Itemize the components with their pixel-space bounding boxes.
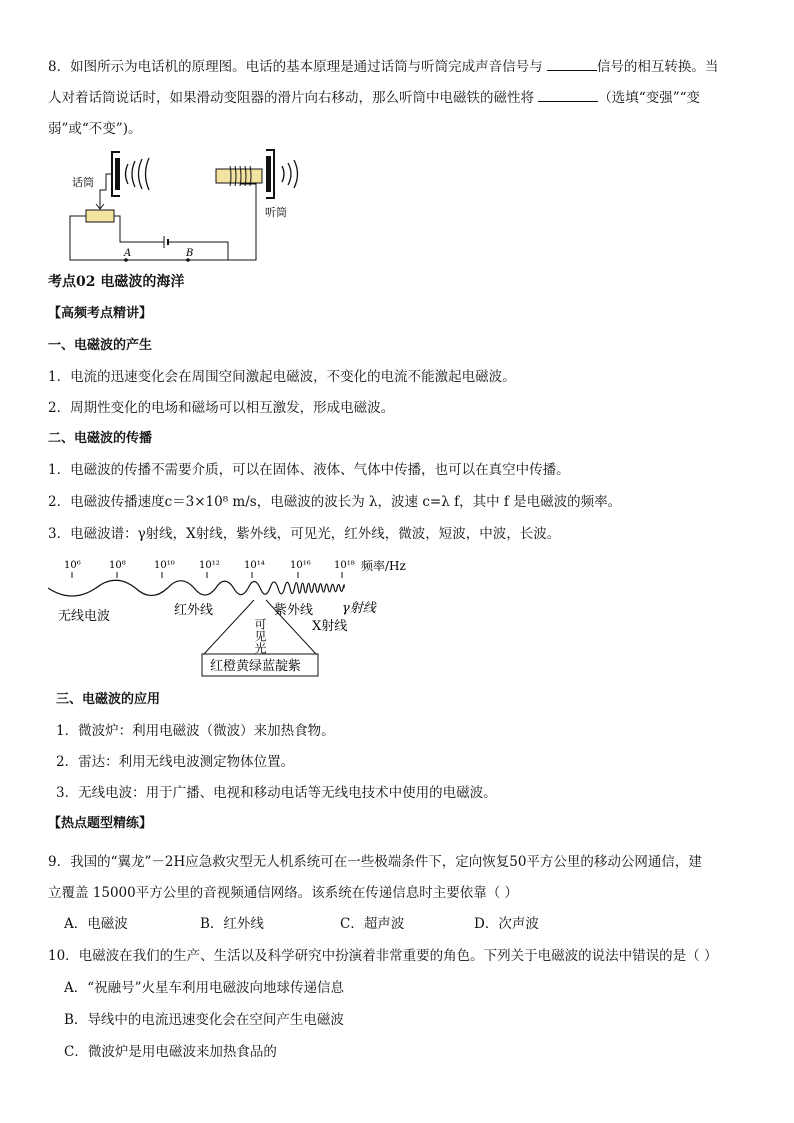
tick-label: 10¹⁰ <box>154 560 175 571</box>
q9-line2: 立覆盖 15000平方公里的音视频通信网络。该系统在传递信息时主要依靠（ ） <box>48 885 519 901</box>
label-visible: 可见光 <box>253 618 267 654</box>
list-item: 2．周期性变化的电场和磁场可以相互激发，形成电磁波。 <box>48 400 395 416</box>
sound-wave-icon <box>126 164 129 184</box>
list-item: 3．无线电波：用于广播、电视和移动电话等无线电技术中使用的电磁波。 <box>56 785 497 801</box>
wire <box>164 184 256 260</box>
tick-label: 10¹⁸ <box>334 560 355 571</box>
q8-text: 信号的相互转换。当 <box>596 59 719 75</box>
sound-wave-icon <box>146 158 150 190</box>
tick-label: 10¹⁶ <box>290 560 311 571</box>
tick-label: 10¹⁴ <box>244 560 265 571</box>
section-title: 考点02 电磁波的海洋 <box>48 274 185 290</box>
q10-option-c: C．微波炉是用电磁波来加热食品的 <box>64 1044 277 1060</box>
sound-wave-icon <box>282 166 284 182</box>
axis-label: 频率/Hz <box>361 559 406 573</box>
telephone-circuit-diagram <box>60 144 320 268</box>
q10-option-b: B．导线中的电流迅速变化会在空间产生电磁波 <box>64 1012 344 1028</box>
sound-wave-icon <box>294 160 298 188</box>
q8-text: （选填“变强”“变 <box>598 90 701 106</box>
wire-hidden <box>208 176 228 242</box>
heading-generation: 一、电磁波的产生 <box>48 338 153 353</box>
label-mic: 话筒 <box>72 176 94 189</box>
heading-propagation: 二、电磁波的传播 <box>48 431 153 446</box>
receiver-plate <box>266 156 271 192</box>
answer-blank <box>538 87 598 102</box>
list-item: 1．电磁波的传播不需要介质，可以在固体、液体、气体中传播，也可以在真空中传播。 <box>48 462 570 478</box>
q8-text: 人对着话筒说话时，如果滑动变阻器的滑片向右移动，那么听筒中电磁铁的磁性将 <box>48 90 539 106</box>
q8-line2 <box>48 87 700 108</box>
q9-option-c: C．超声波 <box>340 916 405 932</box>
heading-applications: 三、电磁波的应用 <box>56 692 161 707</box>
list-item: 1．电流的迅速变化会在周围空间激起电磁波，不变化的电流不能激起电磁波。 <box>48 369 516 385</box>
list-item: 1．微波炉：利用电磁波（微波）来加热食物。 <box>56 723 335 739</box>
wire <box>114 216 164 242</box>
wire <box>70 216 164 260</box>
q9-line1: 9．我国的“翼龙”－2H应急救灾型无人机系统可在一些极端条件下，定向恢复50平方公里的移动公网通信，建 <box>48 854 702 870</box>
q8-line3: 弱”或“不变”)。 <box>48 121 142 137</box>
label-colors: 红橙黄绿蓝靛紫 <box>210 659 302 674</box>
q9-option-a: A．电磁波 <box>64 916 128 932</box>
label-a: A <box>124 248 132 259</box>
label-radio: 无线电波 <box>58 609 111 624</box>
tick-label: 10⁶ <box>64 560 81 571</box>
tick-label: 10⁸ <box>109 560 126 571</box>
label-infrared: 红外线 <box>174 603 214 618</box>
sound-wave-icon <box>132 161 135 187</box>
label-b: B <box>186 248 194 259</box>
q9-option-b: B．红外线 <box>200 916 264 932</box>
q8-line1 <box>48 56 718 77</box>
subtitle-key-points: 【高频考点精讲】 <box>48 306 153 321</box>
label-receiver: 听筒 <box>265 206 287 219</box>
wave-curve <box>48 580 344 596</box>
q8-text: 8．如图所示为电话机的原理图。电话的基本原理是通过话筒与听筒完成声音信号与 <box>48 59 547 75</box>
answer-blank <box>547 56 597 71</box>
wire <box>100 174 112 198</box>
tick-marks <box>72 572 342 578</box>
q10-line1: 10．电磁波在我们的生产、生活以及科学研究中扮演着非常重要的角色。下列关于电磁波的说法中错误的是（ ） <box>48 948 718 964</box>
subtitle-practice: 【热点题型精练】 <box>48 816 153 831</box>
q9-option-d: D．次声波 <box>474 916 539 932</box>
list-item: 2．电磁波传播速度c＝3×10⁸ m/s，电磁波的波长为 λ，波速 c=λ f，其中 f 是电磁波的频率。 <box>48 494 622 510</box>
label-ultraviolet: 紫外线 <box>274 603 314 618</box>
list-item: 3．电磁波谱：γ射线，X射线，紫外线，可见光，红外线，微波，短波，中波，长波。 <box>48 526 561 542</box>
label-xray: X射线 <box>312 619 348 634</box>
rheostat <box>86 210 114 222</box>
tick-label: 10¹² <box>199 560 220 571</box>
list-item: 2．雷达：利用无线电波测定物体位置。 <box>56 754 295 770</box>
q10-option-a: A．“祝融号”火星车利用电磁波向地球传递信息 <box>64 980 345 996</box>
sound-wave-icon <box>288 163 291 185</box>
electromagnet-core <box>216 169 262 183</box>
label-gamma: γ射线 <box>342 601 376 616</box>
em-spectrum-diagram <box>44 554 424 684</box>
sound-wave-icon <box>139 159 143 189</box>
microphone-plate <box>115 158 120 190</box>
wire <box>168 242 228 260</box>
